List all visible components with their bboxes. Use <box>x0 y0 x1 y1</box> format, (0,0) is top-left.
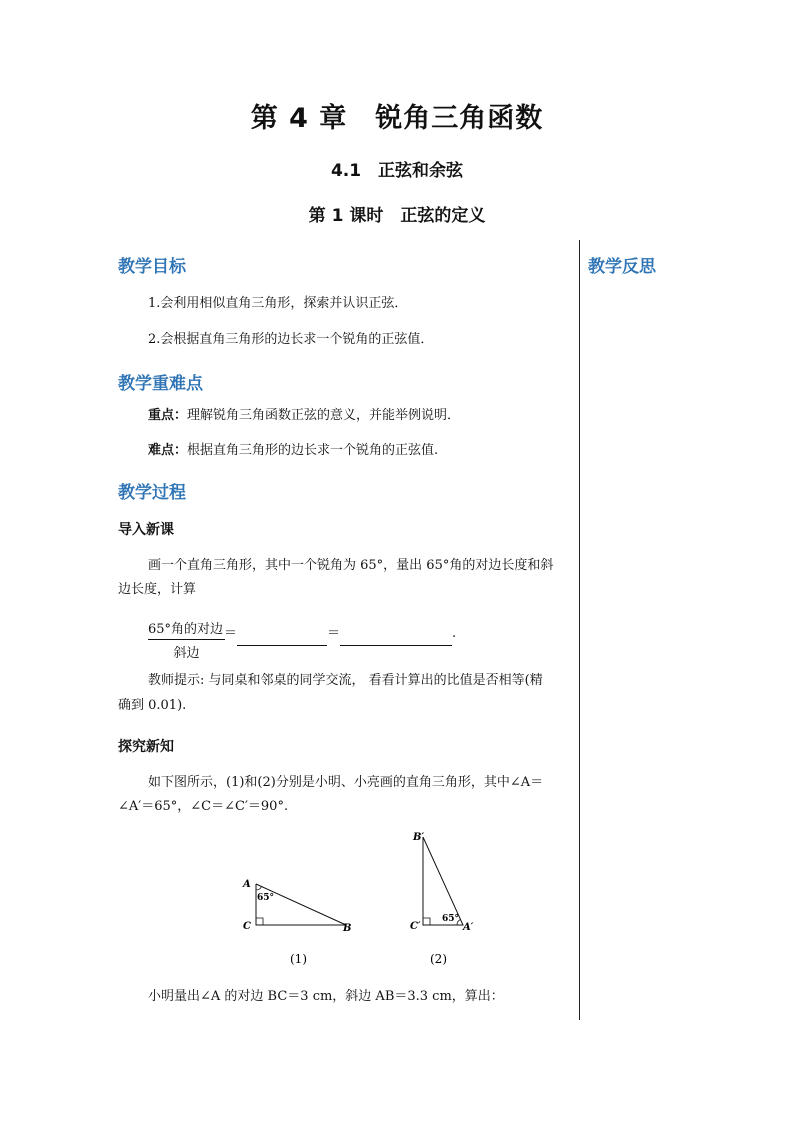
ratio-period: . <box>452 626 457 641</box>
intro-heading: 导入新课 <box>118 522 174 538</box>
key-point-text: 理解锐角三角函数正弦的意义，并能举例说明． <box>187 408 461 423</box>
triangle-2-angle-label: 65° <box>442 914 460 924</box>
answer-blank-1[interactable] <box>237 645 327 646</box>
section-title: 4.1 正弦和余弦 <box>330 161 464 181</box>
intro-paragraph-line1: 画一个直角三角形，其中一个锐角为 65°，量出 65°角的对边长度和斜 <box>148 558 554 573</box>
hint-line2: 确到 0.01). <box>118 698 187 713</box>
fraction-numerator: 65°角的对边 <box>148 618 225 640</box>
figure-1-caption: (1) <box>290 952 307 966</box>
ratio-fraction <box>148 618 225 661</box>
lesson-title: 第 1 课时 正弦的定义 <box>308 206 486 226</box>
key-point-label: 重点： <box>148 408 188 423</box>
answer-blank-2[interactable] <box>340 645 452 646</box>
fraction-denominator: 斜边 <box>173 646 200 661</box>
reflection-heading: 教学反思 <box>588 257 656 277</box>
triangle-1-right-angle <box>256 918 263 925</box>
keypoints-heading: 教学重难点 <box>118 374 203 394</box>
hint-line1: 教师提示: 与同桌和邻桌的同学交流， 看看计算出的比值是否相等(精 <box>148 673 543 688</box>
goal-item-2: 2.会根据直角三角形的边长求一个锐角的正弦值． <box>148 332 434 347</box>
explore-line2: ∠A′＝65°，∠C＝∠C′＝90°. <box>118 799 289 814</box>
goal-item-1: 1.会利用相似直角三角形，探索并认识正弦． <box>148 296 408 311</box>
triangle-1-angle-label: 65° <box>257 893 275 903</box>
triangle-2-outline <box>423 837 463 925</box>
process-heading: 教学过程 <box>118 483 186 503</box>
intro-paragraph-line2: 边长度，计算 <box>118 582 197 597</box>
measure-line: 小明量出∠A 的对边 BC＝3 cm，斜边 AB＝3.3 cm，算出： <box>148 989 504 1004</box>
triangle-2-vertex-b: B′ <box>413 832 425 843</box>
explore-heading: 探究新知 <box>118 739 174 755</box>
key-point <box>148 404 460 428</box>
triangle-figure-2 <box>410 832 474 966</box>
triangle-figures <box>230 828 490 973</box>
triangle-1-outline <box>256 884 346 925</box>
column-divider <box>579 240 580 1020</box>
triangle-figure-1 <box>242 879 351 966</box>
triangle-1-vertex-c: C <box>243 921 251 932</box>
equals-sign-2: ＝ <box>327 626 341 641</box>
explore-line1: 如下图所示，(1)和(2)分别是小明、小亮画的直角三角形，其中∠A＝ <box>148 775 544 790</box>
triangle-2-vertex-c: C′ <box>410 921 421 932</box>
triangle-2-right-angle <box>423 918 430 925</box>
triangle-2-vertex-a: A′ <box>463 922 474 933</box>
goals-heading: 教学目标 <box>118 257 186 277</box>
figure-2-caption: (2) <box>430 952 447 966</box>
equals-sign-1: ＝ <box>224 626 238 641</box>
triangle-1-vertex-b: B <box>343 923 352 934</box>
triangle-1-vertex-a: A <box>243 879 251 890</box>
chapter-title: 第 4 章 锐角三角函数 <box>250 103 544 134</box>
hard-point <box>148 439 438 463</box>
hard-point-text: 根据直角三角形的边长求一个锐角的正弦值. <box>187 443 439 458</box>
triangle-1-angle-arc <box>256 887 262 891</box>
hard-point-label: 难点： <box>148 443 188 458</box>
ratio-equation <box>224 622 456 646</box>
